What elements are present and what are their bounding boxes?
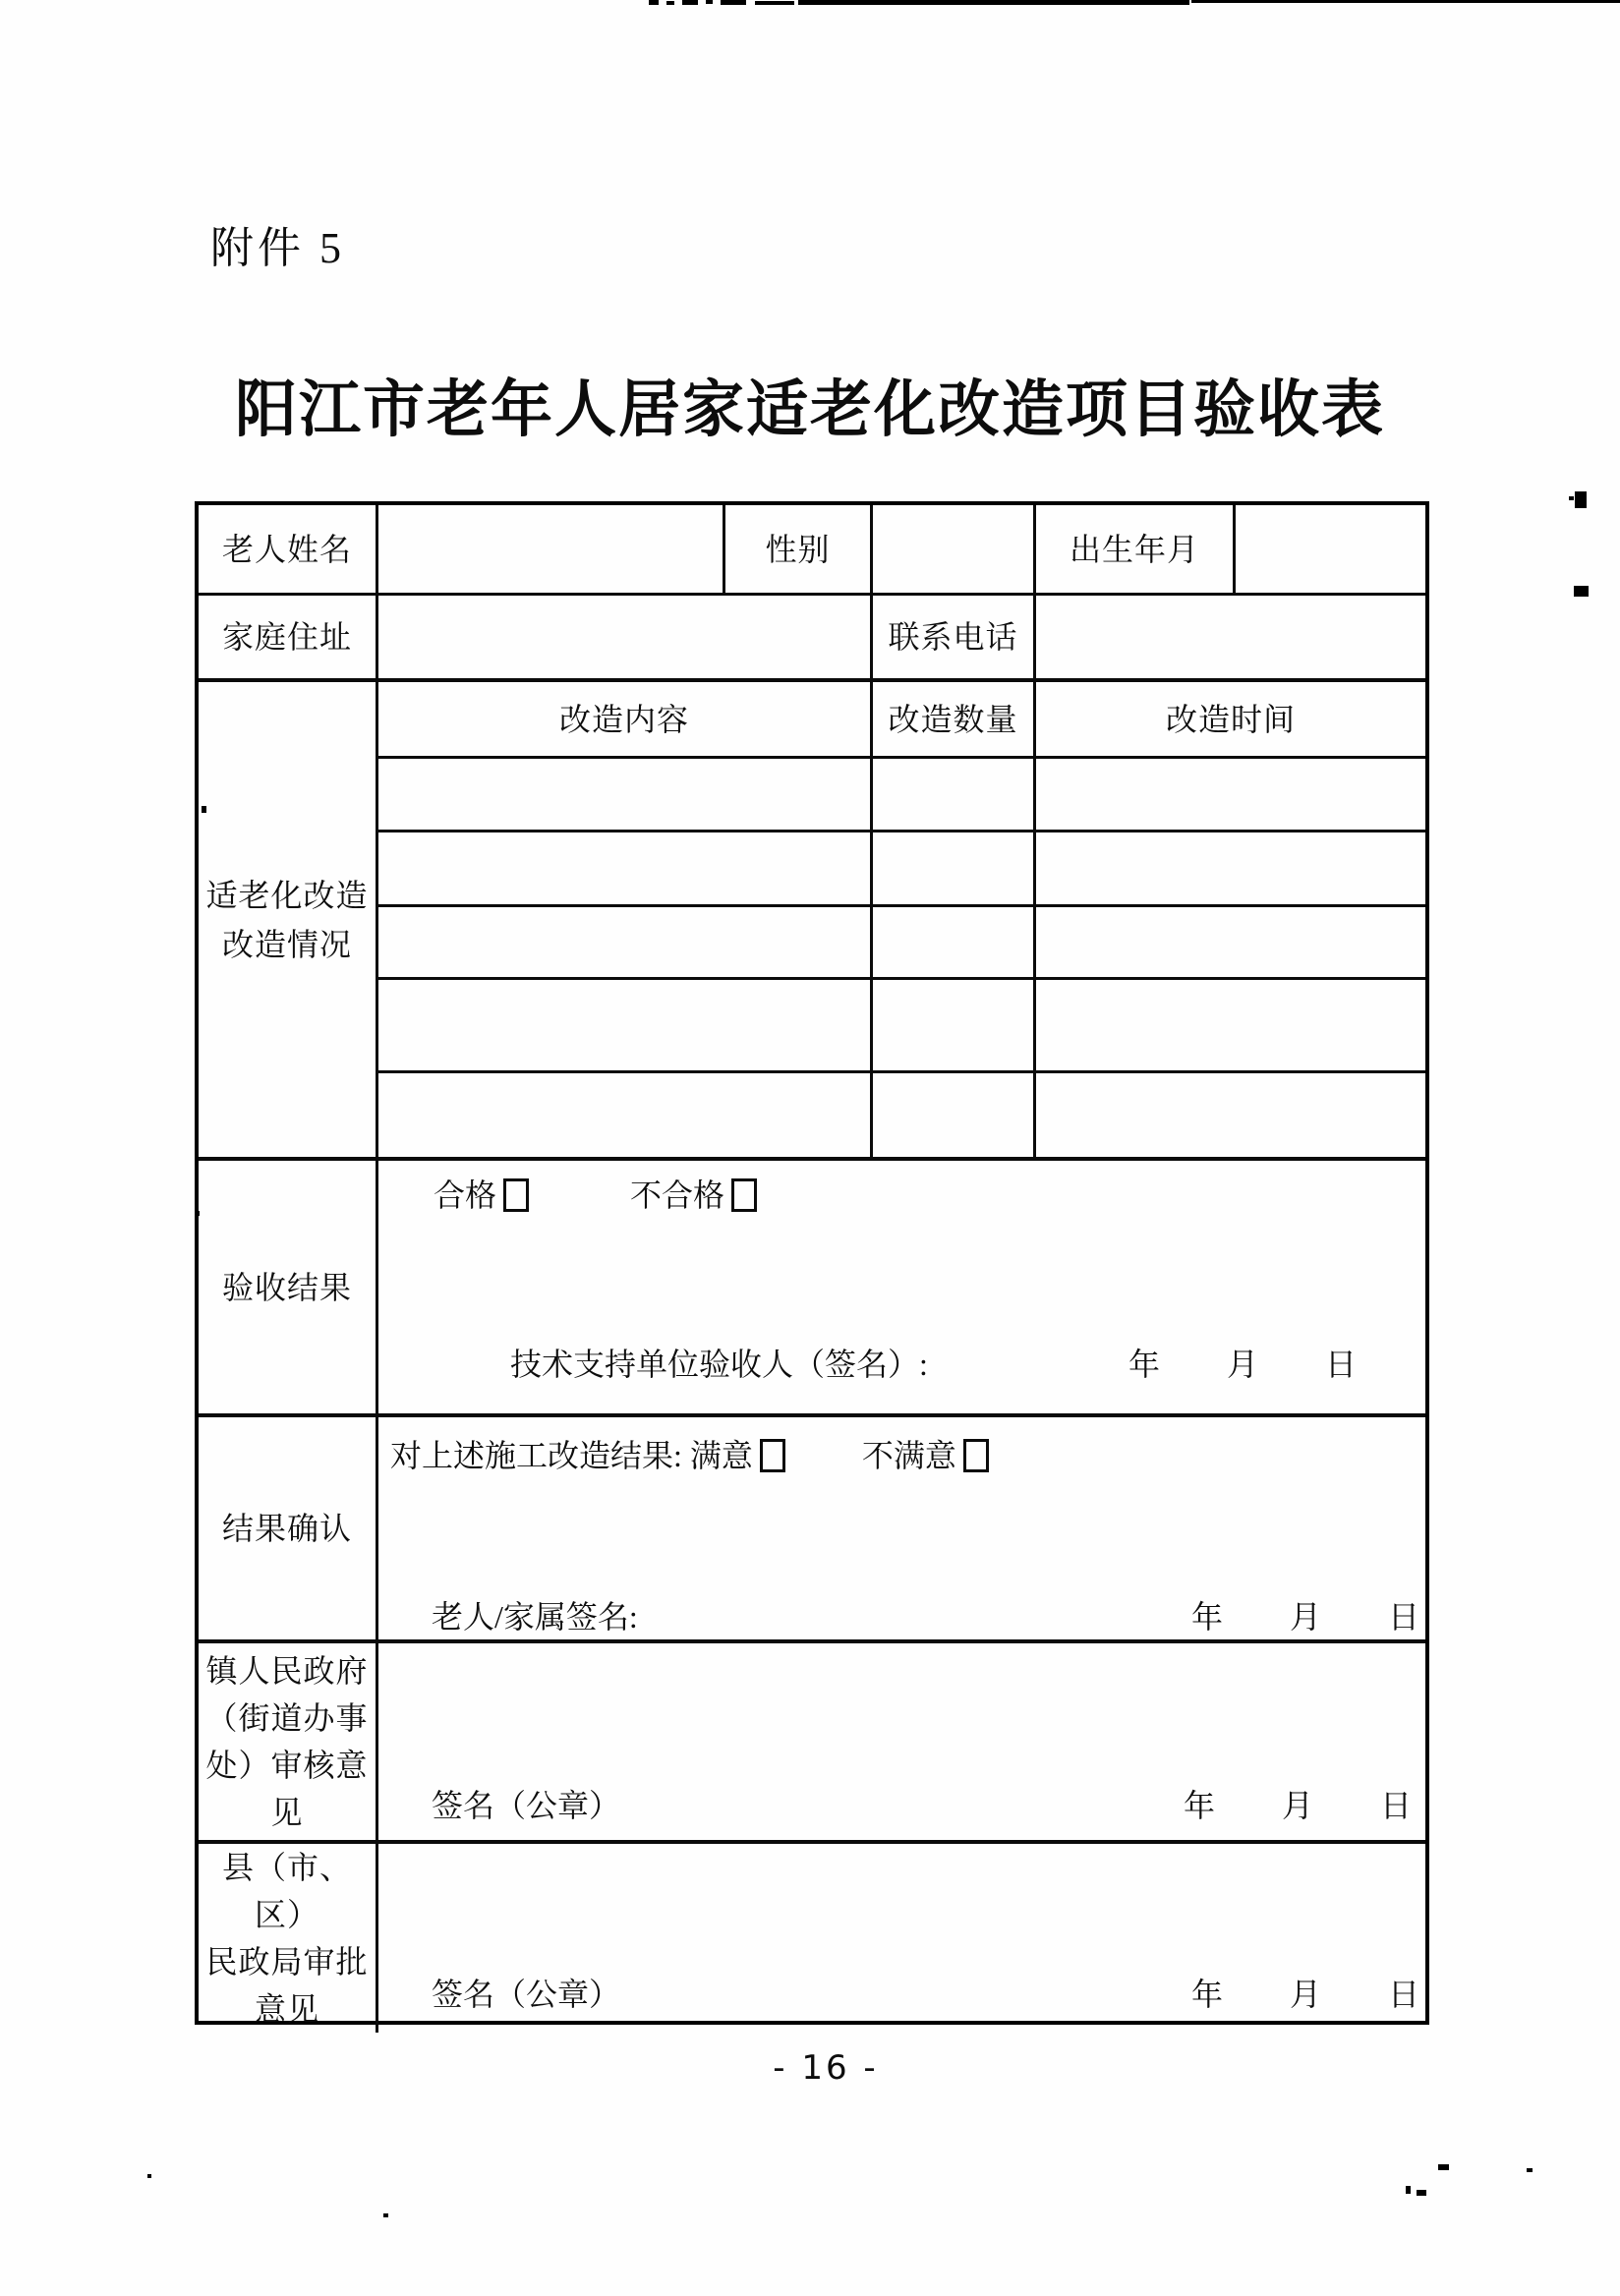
renovation-quantity-cell[interactable] [873, 1073, 1036, 1161]
day-label: 日 [1324, 1347, 1357, 1382]
confirmation-section-label: 结果确认 [199, 1417, 378, 1643]
acceptance-form-table [195, 501, 1429, 2025]
birth-date-field[interactable] [1236, 505, 1425, 596]
unsatisfied-option-label: 不满意 [861, 1438, 956, 1473]
town-review-label-line: （街道办事 [205, 1700, 369, 1736]
month-label: 月 [1289, 1599, 1321, 1635]
birth-date-label: 出生年月 [1036, 505, 1236, 596]
town-review-section-content [378, 1643, 1425, 1844]
scan-speck [798, 0, 1189, 5]
page-number: - 16 - [773, 2048, 879, 2088]
scan-speck [649, 0, 659, 5]
year-label: 年 [1183, 1788, 1215, 1823]
column-header-time: 改造时间 [1036, 682, 1425, 759]
acceptance-options [434, 1171, 757, 1216]
scan-speck [1406, 2186, 1411, 2194]
renovation-quantity-cell[interactable] [873, 980, 1036, 1073]
renovation-quantity-cell[interactable] [873, 832, 1036, 907]
renovation-section-label-line1: 适老化改造 [205, 877, 369, 913]
date-line [1184, 1781, 1412, 1826]
scan-speck [666, 1, 674, 5]
scan-speck [1569, 496, 1574, 500]
scan-speck [755, 1, 794, 5]
town-review-label-line: 镇人民政府 [205, 1653, 369, 1689]
renovation-content-cell[interactable] [378, 759, 873, 832]
year-label: 年 [1190, 1977, 1223, 2012]
confirmation-statement-prefix: 对上述施工改造结果: [390, 1438, 690, 1473]
column-header-quantity: 改造数量 [873, 682, 1036, 759]
scan-speck [1575, 491, 1587, 508]
date-line [1128, 1340, 1357, 1385]
month-label: 月 [1289, 1977, 1321, 2012]
scan-speck [721, 0, 746, 5]
county-review-label-line: 民政局审批 [205, 1944, 369, 1980]
renovation-time-cell[interactable] [1036, 907, 1425, 980]
renovation-time-cell[interactable] [1036, 832, 1425, 907]
confirmation-section-content [378, 1417, 1425, 1643]
renovation-content-cell[interactable] [378, 980, 873, 1073]
renovation-content-cell[interactable] [378, 1073, 873, 1161]
renovation-time-cell[interactable] [1036, 759, 1425, 832]
renovation-content-cell[interactable] [378, 832, 873, 907]
checkbox-unsatisfied[interactable] [963, 1439, 989, 1472]
scan-speck [147, 2174, 151, 2178]
county-review-label-line: 县（市、区） [221, 1850, 352, 1932]
renovation-time-cell[interactable] [1036, 980, 1425, 1073]
town-seal-signature-label: 签名（公章） [432, 1788, 621, 1823]
day-label: 日 [1387, 1599, 1419, 1635]
county-review-section-label [199, 1844, 378, 2033]
county-review-section-content [378, 1844, 1425, 2033]
elder-name-label: 老人姓名 [199, 505, 378, 596]
day-label: 日 [1379, 1788, 1412, 1823]
renovation-time-cell[interactable] [1036, 1073, 1425, 1161]
town-review-label-line: 处）审核意 [205, 1748, 369, 1783]
home-address-label: 家庭住址 [199, 596, 378, 682]
scan-speck [1438, 2164, 1449, 2170]
date-line [1191, 1970, 1419, 2015]
gender-label: 性别 [725, 505, 873, 596]
attachment-label: 附件 5 [210, 224, 345, 272]
family-signature-label: 老人/家属签名: [432, 1599, 638, 1635]
scan-speck [706, 0, 713, 4]
renovation-quantity-cell[interactable] [873, 759, 1036, 832]
acceptance-section-label: 验收结果 [199, 1161, 378, 1417]
renovation-content-cell[interactable] [378, 907, 873, 980]
confirmation-statement [390, 1431, 989, 1476]
day-label: 日 [1387, 1977, 1419, 2012]
scan-speck [682, 0, 698, 5]
contact-phone-field[interactable] [1036, 596, 1425, 682]
month-label: 月 [1281, 1788, 1313, 1823]
checkbox-satisfied[interactable] [760, 1439, 785, 1472]
year-label: 年 [1190, 1599, 1223, 1635]
renovation-section-label-line2: 改造情况 [221, 926, 352, 962]
page-title: 阳江市老年人居家适老化改造项目验收表 [235, 375, 1385, 444]
town-review-section-label [199, 1643, 378, 1844]
pass-option-label: 合格 [434, 1177, 497, 1213]
acceptance-section-content [378, 1161, 1425, 1417]
scan-speck [1574, 586, 1589, 597]
county-review-label-line: 意见 [254, 1991, 319, 2027]
scan-speck [1527, 2168, 1533, 2172]
contact-phone-label: 联系电话 [873, 596, 1036, 682]
town-review-label-line: 见 [270, 1795, 304, 1830]
month-label: 月 [1226, 1347, 1258, 1382]
home-address-field[interactable] [378, 596, 873, 682]
scan-speck [1417, 2190, 1426, 2196]
gender-field[interactable] [873, 505, 1036, 596]
checkbox-unqualified[interactable] [731, 1178, 757, 1212]
column-header-content: 改造内容 [378, 682, 873, 759]
satisfied-option-label: 满意 [689, 1438, 753, 1473]
inspector-signature-label: 技术支持单位验收人（签名）: [510, 1347, 928, 1382]
scan-speck [383, 2213, 388, 2217]
fail-option-label: 不合格 [630, 1177, 725, 1213]
year-label: 年 [1128, 1347, 1160, 1382]
renovation-quantity-cell[interactable] [873, 907, 1036, 980]
checkbox-qualified[interactable] [503, 1178, 529, 1212]
county-seal-signature-label: 签名（公章） [432, 1977, 621, 2012]
scan-speck [1191, 0, 1620, 3]
renovation-section-label [199, 682, 378, 1161]
elder-name-field[interactable] [378, 505, 725, 596]
date-line [1191, 1592, 1419, 1637]
